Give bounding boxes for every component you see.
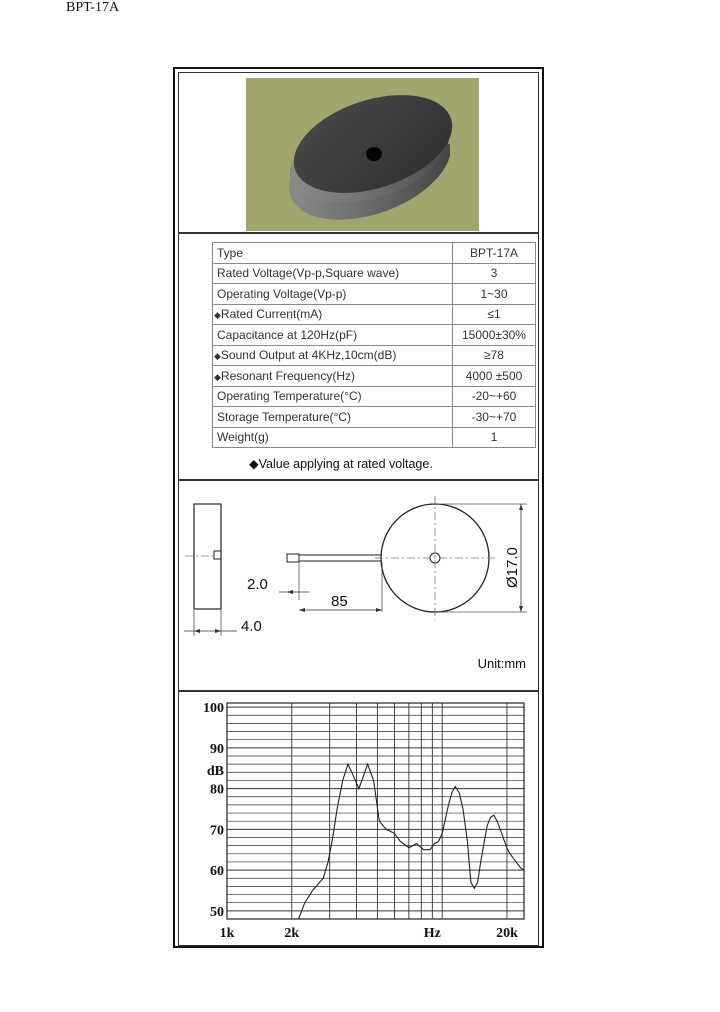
spec-row — [213, 243, 536, 264]
spec-param: Capacitance at 120Hz(pF) — [217, 327, 358, 342]
spec-row — [213, 263, 536, 284]
marker-icon: ◆ — [214, 351, 221, 362]
spec-param: Resonant Frequency(Hz) — [220, 368, 355, 383]
spec-value: -30~+70 — [453, 407, 536, 428]
y-tick-label: 100 — [203, 701, 224, 717]
connector — [287, 554, 299, 562]
marker-icon: ◆ — [214, 310, 221, 321]
y-tick-label: 70 — [210, 823, 224, 839]
spec-param: Storage Temperature(°C) — [217, 409, 351, 424]
spec-value: ≤1 — [453, 304, 536, 325]
y-tick-label: 60 — [210, 864, 224, 880]
spec-param: Rated Current(mA) — [220, 307, 323, 322]
spec-param: Weight(g) — [217, 430, 269, 445]
response-curve — [299, 764, 525, 919]
datasheet-frame — [173, 67, 544, 948]
spec-panel — [178, 232, 539, 481]
spec-value: 15000±30% — [453, 325, 536, 346]
side-view-body — [194, 504, 221, 609]
spec-param: Sound Output at 4KHz,10cm(dB) — [220, 348, 397, 363]
spec-param: Rated Voltage(Vp-p,Square wave) — [217, 266, 400, 281]
unit-label: Unit:mm — [477, 656, 526, 671]
spec-value: ≥78 — [453, 345, 536, 366]
y-tick-label: 80 — [210, 782, 224, 798]
x-tick-label: Hz — [423, 926, 441, 941]
spec-row — [213, 386, 536, 407]
spec-row — [213, 325, 536, 346]
y-tick-label: 90 — [210, 741, 224, 757]
marker-icon: ◆ — [214, 371, 221, 382]
spec-value: BPT-17A — [453, 243, 536, 264]
pin-dimension: 2.0 — [247, 576, 268, 593]
lead-length-dimension: 85 — [331, 593, 348, 610]
spec-value: 4000 ±500 — [453, 366, 536, 387]
spec-value: 3 — [453, 263, 536, 284]
spec-param: Operating Temperature(°C) — [217, 389, 362, 404]
x-tick-label: 1k — [219, 926, 235, 941]
y-axis-label: dB — [206, 764, 224, 780]
x-tick-label: 20k — [496, 926, 518, 941]
spec-table — [212, 242, 536, 448]
spec-param: Type — [217, 245, 244, 260]
spec-row — [213, 345, 536, 366]
chart-panel — [178, 690, 539, 946]
buzzer-photo — [246, 78, 479, 231]
spec-row — [213, 284, 536, 305]
drawing-panel — [178, 479, 539, 692]
part-number-header: BPT-17A — [66, 0, 120, 15]
spec-value: 1~30 — [453, 284, 536, 305]
x-tick-label: 2k — [284, 926, 300, 941]
spec-param: Operating Voltage(Vp-p) — [217, 286, 347, 301]
spec-note: ◆Value applying at rated voltage. — [249, 457, 433, 471]
frequency-response-chart — [179, 691, 538, 945]
spec-value: -20~+60 — [453, 386, 536, 407]
y-tick-label: 50 — [210, 904, 224, 920]
spec-row — [213, 304, 536, 325]
spec-row — [213, 366, 536, 387]
side-view-pin — [214, 551, 221, 559]
spec-row — [213, 427, 536, 448]
spec-row — [213, 407, 536, 428]
photo-panel — [178, 72, 539, 234]
diameter-dimension: Ø17.0 — [504, 547, 521, 588]
thickness-dimension: 4.0 — [241, 618, 262, 635]
spec-value: 1 — [453, 427, 536, 448]
